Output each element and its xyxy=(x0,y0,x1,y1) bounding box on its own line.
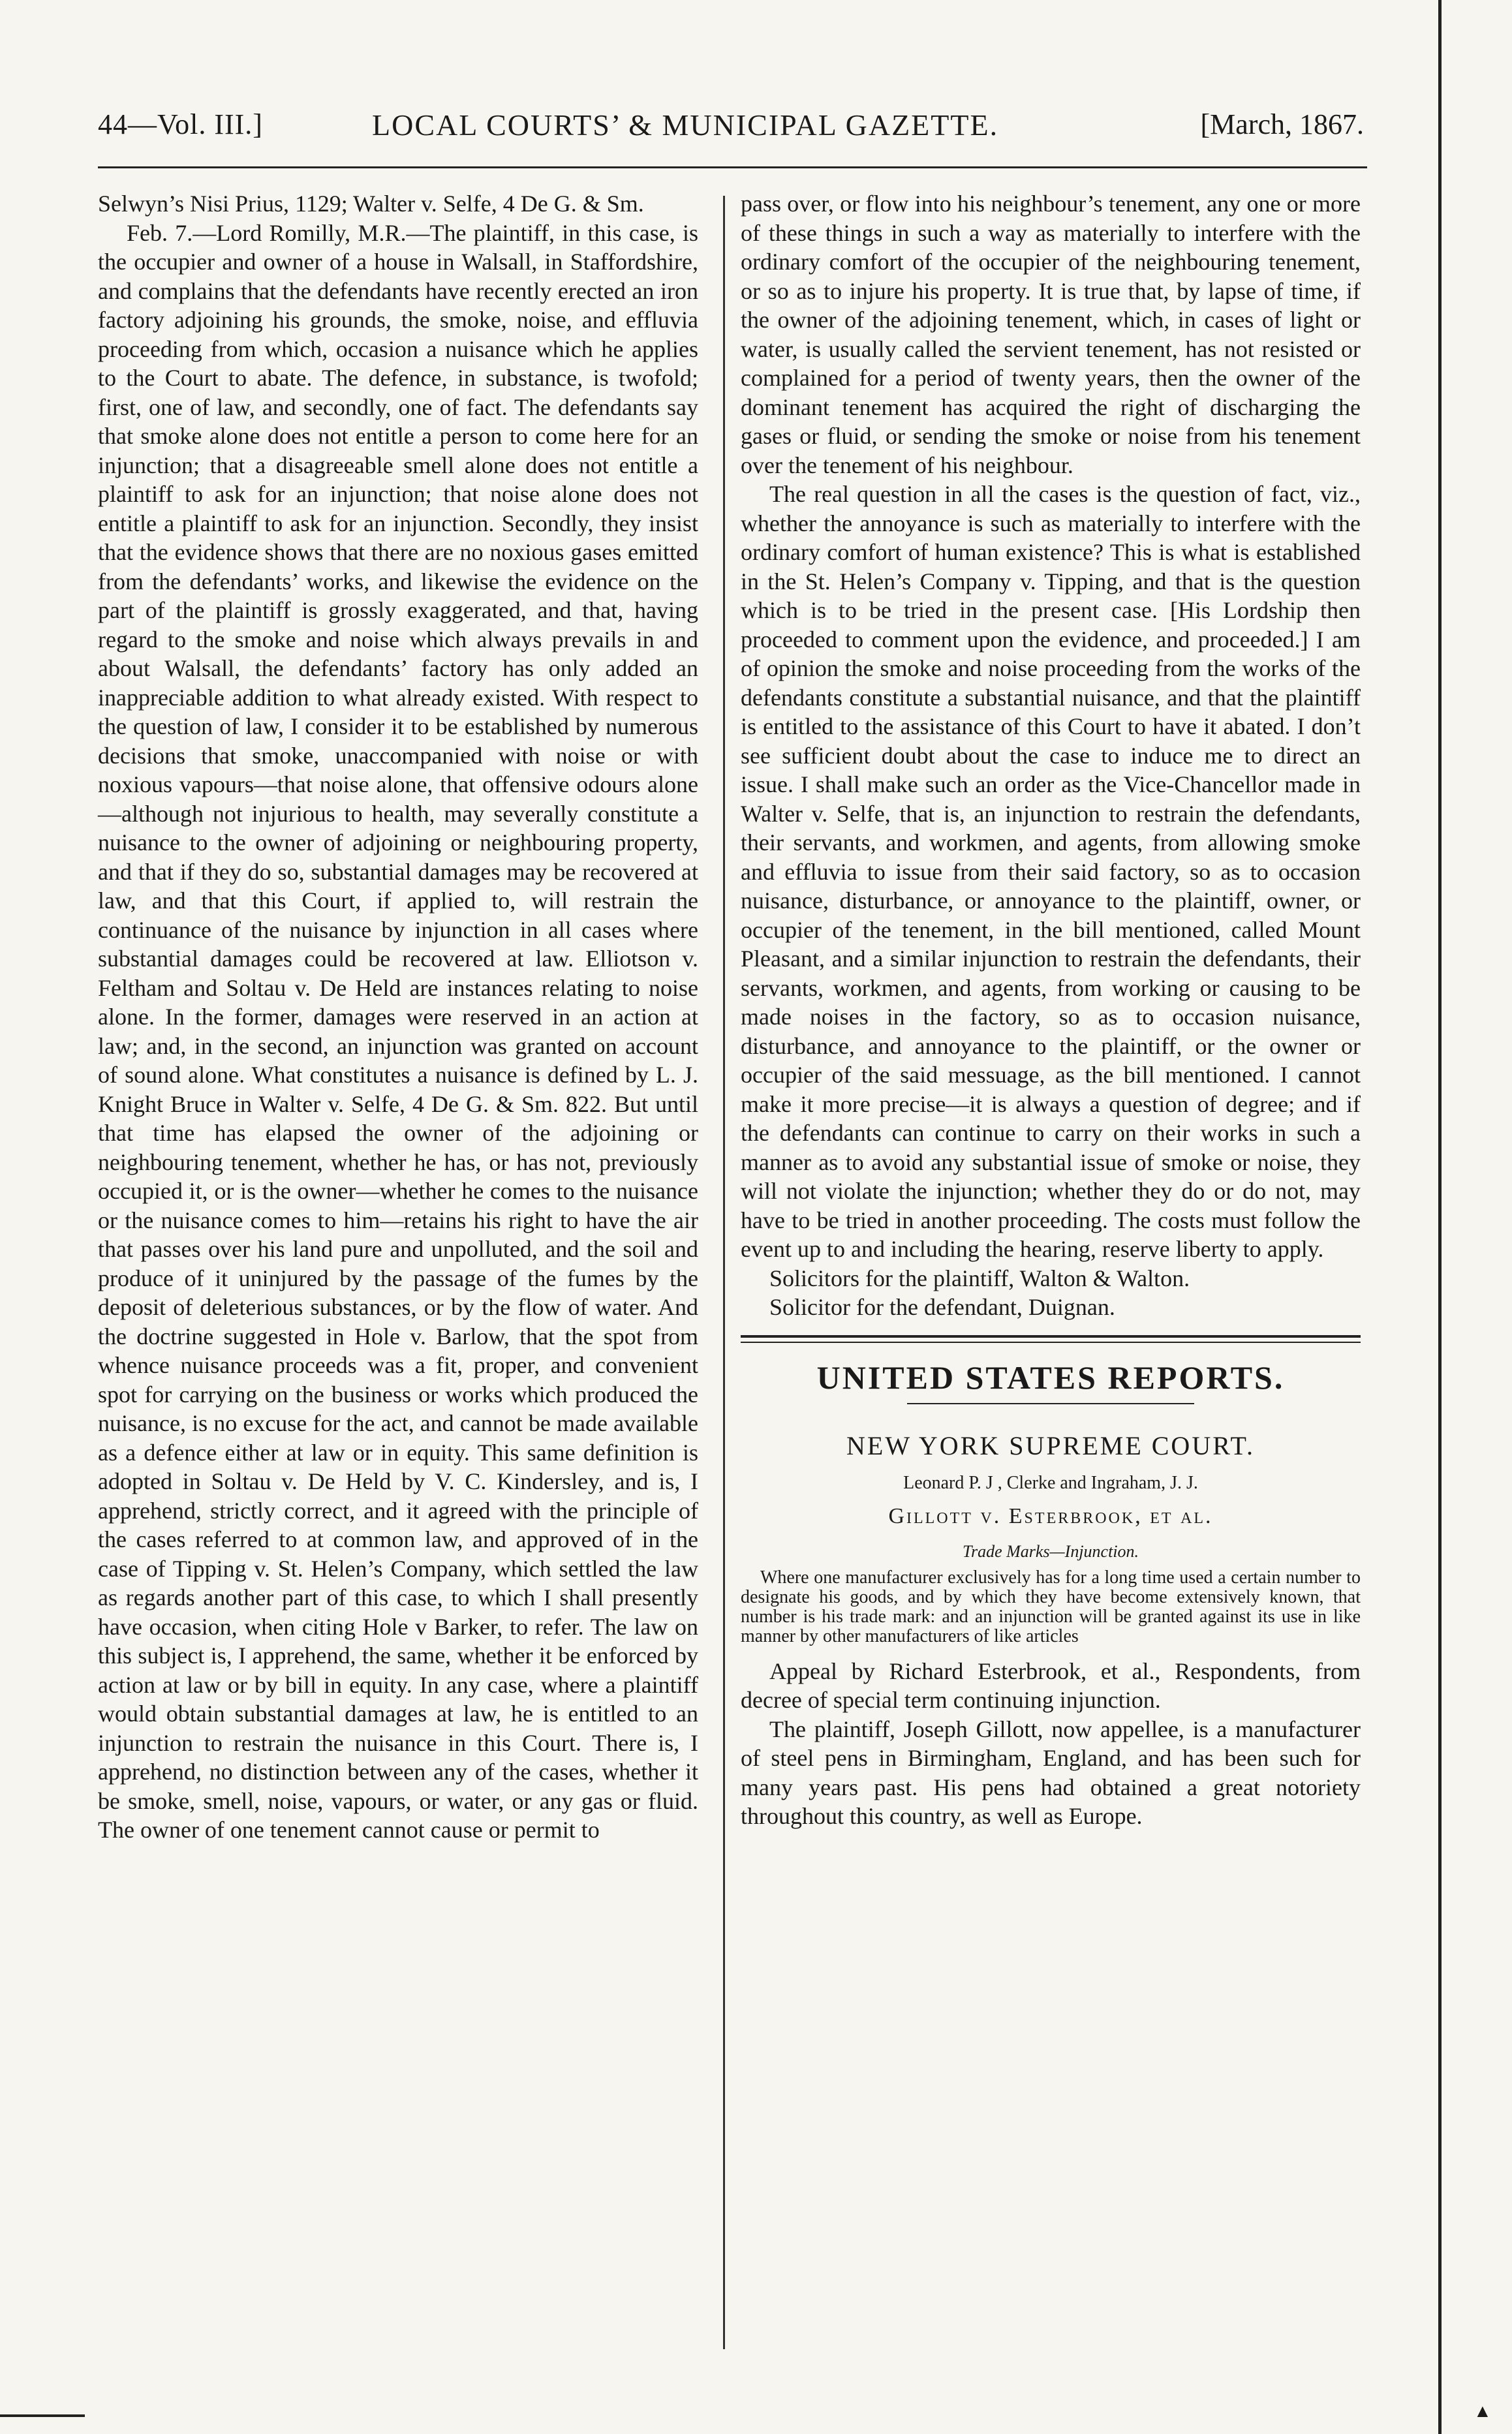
left-column xyxy=(98,189,698,1845)
right-column xyxy=(741,189,1361,1831)
continued-paragraph: pass over, or flow into his neighbour’s tenement, any one or more of these things in such a way as materially to interfere with the ordinary comfort of the occupier of the neighbouring tenement, or so as to injure his property. It is true that, by lapse of time, if the owner of the adjoining tenement, which, in cases of light or water, is usually called the servient tenement, has not resisted or complained for a period of twenty years, then the owner of the dominant tenement has acquired the right of discharging the gases or fluid, or sending the smoke or noise from his tenement over the tenement of his neighbour. xyxy=(741,191,1361,478)
volume-label: 44—Vol. III.] xyxy=(98,108,263,140)
header-rule xyxy=(98,166,1367,168)
court-name: NEW YORK SUPREME COURT. xyxy=(846,1430,1255,1460)
headnote: Where one manufacturer exclusively has for a long time used a certain number to designate his goods, and by which they have become extensively known, that number is his trade mark: and an injunction will be granted against its use in like manner by other manufacturers of like articles xyxy=(741,1567,1361,1646)
column-divider xyxy=(723,196,725,2349)
corner-mark-icon: ▲ xyxy=(1473,2401,1492,2422)
case-topic: Trade Marks—Injunction. xyxy=(962,1541,1139,1561)
judgment-paragraph: Feb. 7.—Lord Romilly, M.R.—The plaintiff, in this case, is the occupier and owner of a house in Walsall, in Staffordshire, and complains that the defendants have recently erected an iron factory adjoining his grounds, the smoke, noise, and effluvia proceeding from which, occasion a nuisance which he applies to the Court to abate. The defence, in substance, is twofold; first, one of law, and secondly, one of fact. The defendants say that smoke alone does not entitle a person to come here for an injunction; that a disagreeable smell alone does not entitle a plaintiff to ask for an injunction; that noise alone does not entitle a plaintiff to ask for an injunction. Secondly, they insist that the evidence shows that there are no noxious gases emitted from the defendants’ works, and likewise the evidence on the part of the plaintiff is grossly exaggerated, and that, having regard to the smoke and noise which always prevails in and about Walsall, the defendants’ factory has only added an inappreciable addition to what already existed. With respect to the question of law, I consider it to be established by numerous decisions that smoke, unaccompanied with noise or with noxious vapours—that noise alone, that offensive odours alone—although not injurious to health, may severally constitute a nuisance to the owner of adjoining or neighbouring property, and that if they do so, substantial damages may be recovered at law, and that this Court, if applied to, will restrain the continuance of the nuisance by injunction in all cases where substantial damages could be recovered at law. Elliotson v. Feltham and Soltau v. De Held are instances relating to noise alone. In the former, damages were reserved in an action at law; and, in the second, an injunction was granted on account of sound alone. What constitutes a nuisance is defined by L. J. Knight Bruce in Walter v. Selfe, 4 De G. & Sm. 822. But until that time has elapsed the owner of the adjoining or neighbouring tenement, whether he has, or has not, previously occupied it, or is the owner—whether he comes to the nuisance or the nuisance comes to him—retains his right to have the air that passes over his land pure and unpolluted, and the soil and produce of it uninjured by the passage of the fumes by the deposit of deleterious substances, or by the flow of water. And the doctrine suggested in Hole v. Barlow, that the spot from whence nuisance proceeds was a fit, proper, and convenient spot for carrying on the business or works which produced the nuisance, is no excuse for the act, and cannot be made available as a defence either at law or in equity. This same definition is adopted in Soltau v. De Held by V. C. Kindersley, and is, I apprehend, strictly correct, and it agreed with the principle of the cases referred to at common law, and approved of in the case of Tipping v. St. Helen’s Company, which settled the law as regards another part of this case, to which I shall presently have occasion, when citing Hole v Barker, to refer. The law on this subject is, I apprehend, the same, whether it be enforced by action at law or by bill in equity. In any case, where a plaintiff would obtain substantial damages at law, he is entitled to an injunction to restrain the nuisance in this Court. There is, I apprehend, no distinction between any of the cases, whether it be smoke, smell, noise, vapours, or water, or any gas or fluid. The owner of one tenement cannot cause or permit to xyxy=(98,219,698,1843)
page-edge-rule xyxy=(1438,0,1442,2434)
appeal-paragraph: Appeal by Richard Esterbrook, et al., Respondents, from decree of special term continuing injunction. xyxy=(741,1657,1361,1713)
publication-title: LOCAL COURTS’ & MUNICIPAL GAZETTE. xyxy=(372,108,999,142)
judges-line: Leonard P. J , Clerke and Ingraham, J. J. xyxy=(903,1472,1198,1493)
solicitor-plaintiff: Solicitors for the plaintiff, Walton & Walton. xyxy=(769,1265,1190,1291)
page-header xyxy=(98,108,1364,160)
issue-date: [March, 1867. xyxy=(1200,108,1364,140)
bottom-left-rule xyxy=(0,2414,85,2417)
section-title: UNITED STATES REPORTS. xyxy=(816,1359,1285,1396)
judgment-paragraph-2: The real question in all the cases is the question of fact, viz., whether the annoyance is such as materially to interfere with the ordinary comfort of human existence? This is what is established in the St. Helen’s Company v. Tipping, and that is the question which is to be tried in the present case. [His Lordship then proceeded to comment upon the evidence, and proceeded.] I am of opinion the smoke and noise proceeding from the works of the defendants constitute a substantial nuisance, and that the plaintiff is entitled to the assistance of this Court to have it abated. I don’t see sufficient doubt about the case to induce me to direct an issue. I shall make such an order as the Vice-Chancellor made in Walter v. Selfe, that is, an injunction to restrain the defendants, their servants, and workmen, and agents, from allowing smoke and effluvia to issue from their said factory, so as to occasion nuisance, disturbance, or annoyance to the plaintiff, owner, or occupier of the tenement, in the bill mentioned, called Mount Pleasant, and a similar injunction to restrain the defendants, their servants, workmen, and agents, from working or causing to be made noises in the factory, so as to occasion nuisance, disturbance, and annoyance to the plaintiff, or the owner or occupier of the said messuage, as the bill mentioned. I cannot make it more precise—it is always a question of degree; and if the defendants can continue to carry on their works in such a manner as to avoid any substantial issue of smoke or noise, they will not violate the injunction; whether they do or do not, may have to be tried in another proceeding. The costs must follow the event up to and including the hearing, reserve liberty to apply. xyxy=(741,481,1361,1262)
case-title: Gillott v. Esterbrook, et al. xyxy=(888,1503,1213,1528)
citation-paragraph: Selwyn’s Nisi Prius, 1129; Walter v. Selfe, 4 De G. & Sm. xyxy=(98,191,644,217)
section-rule-thin xyxy=(741,1342,1361,1343)
solicitor-defendant: Solicitor for the defendant, Duignan. xyxy=(769,1294,1115,1320)
section-rule-thick xyxy=(741,1335,1361,1338)
section-title-underline xyxy=(907,1403,1194,1404)
facts-paragraph: The plaintiff, Joseph Gillott, now appellee, is a manufacturer of steel pens in Birmingham, England, and has been such for many years past. His pens had obtained a great notoriety throughout this country, as well as Europe. xyxy=(741,1716,1361,1829)
